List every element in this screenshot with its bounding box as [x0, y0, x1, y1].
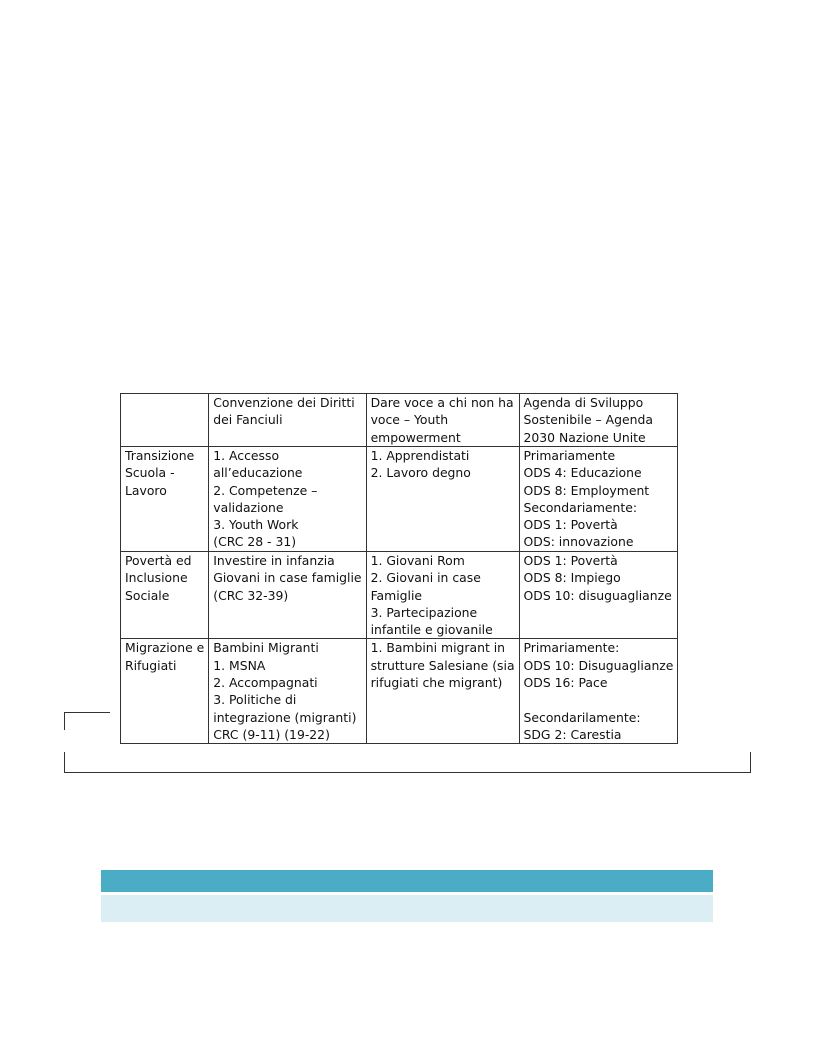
cell-line: 2. Accompagnati — [213, 675, 318, 691]
table-header-row — [121, 394, 678, 447]
cell-line: SDG 2: Carestia — [523, 726, 622, 742]
topics-table — [120, 393, 678, 744]
cell-line: Secondariamente: — [523, 499, 638, 515]
cell-line: rifugiati che migrant) — [370, 675, 503, 691]
agenda-cell — [519, 639, 678, 744]
agenda-cell — [519, 552, 678, 639]
cell-line: 2. Competenze – — [213, 482, 318, 498]
cell-line: Investire in infanzia — [213, 553, 335, 568]
cell-line: ODS 16: Pace — [523, 675, 608, 691]
cell-line: all’educazione — [213, 465, 303, 481]
cell-line: Sociale — [125, 587, 170, 603]
cell-line: empowerment — [370, 429, 461, 445]
table-row — [121, 552, 678, 639]
voice-cell — [366, 552, 519, 639]
crc-cell — [209, 447, 366, 552]
agenda-cell — [519, 447, 678, 552]
cell-line: Scuola - — [125, 465, 175, 481]
cell-line: ODS 8: Employment — [523, 482, 650, 498]
voice-cell — [366, 447, 519, 552]
cell-line: Bambini Migranti — [213, 640, 319, 656]
cell-line: Convenzione dei Diritti — [213, 395, 355, 410]
cell-line: 3. Youth Work — [213, 517, 299, 533]
cell-line: Rifugiati — [125, 657, 177, 673]
header-cell-agenda — [519, 394, 678, 447]
cell-line: Agenda di Sviluppo — [523, 395, 644, 410]
cell-line: 2030 Nazione Unite — [523, 429, 646, 445]
cell-line: ODS 1: Povertà — [523, 517, 618, 533]
cell-line: Famiglie — [370, 587, 423, 603]
cell-line: ODS 4: Educazione — [523, 465, 642, 481]
cell-line: 1. Accesso — [213, 448, 280, 463]
cell-line: ODS 10: disuguaglianze — [523, 587, 672, 603]
cell-line: Inclusione — [125, 570, 188, 586]
topic-cell — [121, 447, 209, 552]
cell-line: 2. Lavoro degno — [370, 465, 471, 481]
cell-line: Giovani in case famiglie — [213, 570, 362, 586]
cell-line: Migrazione e — [125, 640, 205, 656]
cell-line: infantile e giovanile — [370, 622, 493, 638]
voice-cell — [366, 639, 519, 744]
cell-line — [524, 691, 674, 708]
cell-line: integrazione (migranti) — [213, 709, 357, 725]
cell-line: Povertà ed — [125, 553, 192, 568]
cell-line: Transizione — [125, 448, 195, 463]
cell-line: Dare voce a chi non ha — [370, 395, 514, 410]
cell-line: 1. MSNA — [213, 657, 266, 673]
corner-mark-top — [64, 712, 110, 713]
cell-line: voce – Youth — [370, 412, 449, 428]
cell-line: 1. Apprendistati — [370, 448, 470, 463]
cell-line: 1. Bambini migrant in — [370, 640, 506, 656]
cell-line: Secondarilamente: — [523, 709, 641, 725]
cell-line: ODS 8: Impiego — [523, 570, 621, 586]
cell-line: (CRC 32-39) — [213, 587, 289, 603]
cell-line: validazione — [213, 499, 284, 515]
bracket-left-edge — [64, 752, 65, 772]
cell-line: 3. Politiche di — [213, 692, 297, 708]
cell-line: dei Fanciuli — [213, 412, 283, 428]
table-row — [121, 447, 678, 552]
topic-cell — [121, 639, 209, 744]
table-row — [121, 639, 678, 744]
crc-cell — [209, 639, 366, 744]
header-cell-voice — [366, 394, 519, 447]
light-band — [101, 895, 713, 922]
topic-cell — [121, 552, 209, 639]
cell-line: (CRC 28 - 31) — [213, 534, 297, 550]
cell-line: CRC (9-11) (19-22) — [213, 726, 330, 742]
cell-line: Lavoro — [125, 482, 167, 498]
header-cell-empty — [121, 394, 209, 447]
cell-line: 1. Giovani Rom — [370, 553, 465, 568]
cell-line: strutture Salesiane (sia — [370, 657, 515, 673]
cell-line: Sostenibile – Agenda — [523, 412, 653, 428]
bracket-bottom-line — [64, 772, 750, 773]
header-cell-crc — [209, 394, 366, 447]
crc-cell — [209, 552, 366, 639]
corner-mark-side — [64, 712, 65, 730]
cell-line: 3. Partecipazione — [370, 604, 478, 620]
cell-line: ODS 1: Povertà — [523, 553, 618, 568]
bracket-right-edge — [750, 752, 751, 773]
cell-line: ODS: innovazione — [523, 534, 634, 550]
cell-line: Primariamente — [523, 448, 616, 463]
cell-line: 2. Giovani in case — [370, 570, 481, 586]
header-band — [101, 870, 713, 892]
cell-line: ODS 10: Disuguaglianze — [523, 657, 674, 673]
cell-line: Primariamente: — [523, 640, 620, 656]
